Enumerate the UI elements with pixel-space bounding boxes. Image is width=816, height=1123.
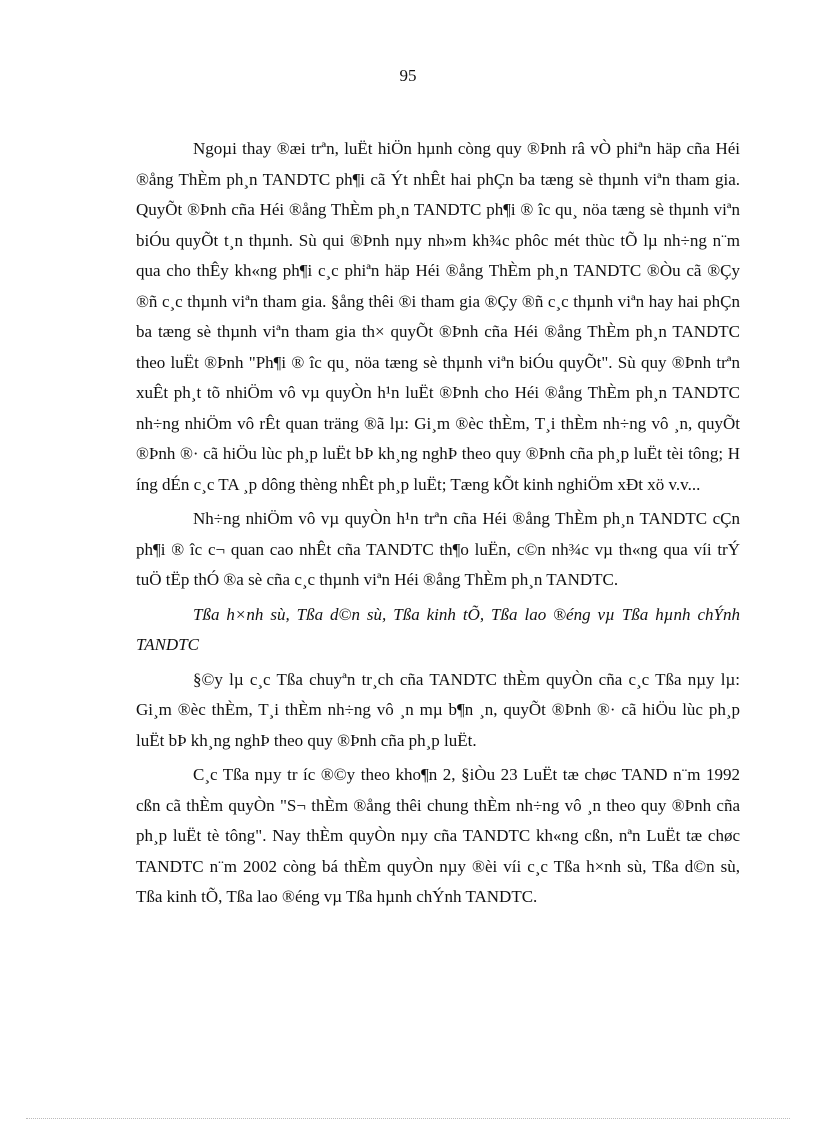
paragraph-2: Nh÷ng nhiÖm vô vµ quyÒn h¹n trªn cña Héi ®ång ThÈm ph¸n TANDTC cÇn ph¶i ® îc c¬ quan cao nhÊt cña TANDTC th¶o luËn, c©n nh¾c vµ th«ng qua víi trÝ tuÖ tËp thÓ ®a sè cña c¸c thµnh viªn Héi ®ång ThÈm ph¸n TANDTC. [136,509,740,589]
bottom-dotted-rule [26,1118,790,1119]
section-heading-italic: Tßa h×nh sù, Tßa d©n sù, Tßa kinh tÕ, Tßa lao ®éng vµ Tßa hµnh chÝnh TANDTC [136,604,740,654]
page-number: 95 [399,66,417,85]
body-text [136,134,740,913]
paragraph-1: Ngoµi thay ®æi trªn, luËt hiÖn hµnh còng quy ®Þnh râ vÒ phiªn häp cña Héi ®ång ThÈm ph¸n TANDTC ph¶i cã Ýt nhÊt hai phÇn ba tæng sè thµnh viªn tham gia. QuyÕt ®Þnh cña Héi ®ång ThÈm ph¸n TANDTC ph¶i ® îc qu¸ nöa tæng sè thµnh viªn biÓu quyÕt t¸n thµnh. Sù qui ®Þnh nµy nh»m kh¾c phôc mét thùc tÕ lµ nh÷ng n¨m qua cho thÊy kh«ng ph¶i c¸c phiªn häp Héi ®ång ThÈm ph¸n TANDTC ®Òu cã ®Çy ®ñ c¸c thµnh viªn tham gia. §ång thêi ®i tham gia ®Çy ®ñ c¸c thµnh viªn hay hai phÇn ba tæng sè thµnh viªn tham gia th× quyÕt ®Þnh cña Héi ®ång ThÈm ph¸n TANDTC theo luËt ®Þnh "Ph¶i ® îc qu¸ nöa tæng sè thµnh viªn biÓu quyÕt". Sù quy ®Þnh trªn xuÊt ph¸t tõ nhiÖm vô vµ quyÒn h¹n luËt ®Þnh cho Héi ®ång ThÈm ph¸n TANDTC nh÷ng nhiÖm vô rÊt quan träng ®ã lµ: Gi¸m ®èc thÈm, T¸i thÈm nh÷ng vô ¸n, quyÕt ®Þnh ®· cã hiÖu lùc ph¸p luËt bÞ kh¸ng nghÞ theo quy ®Þnh cña ph¸p luËt tèi tông; H íng dÉn c¸c TA ¸p dông thèng nhÊt ph¸p luËt; Tæng kÕt kinh nghiÖm xÐt xö v.v... [136,139,740,494]
paragraph-3: §©y lµ c¸c Tßa chuyªn tr¸ch cña TANDTC thÈm quyÒn cña c¸c Tßa nµy lµ: Gi¸m ®èc thÈm, T¸i thÈm nh÷ng vô ¸n mµ b¶n ¸n, quyÕt ®Þnh ®· cã hiÖu lùc ph¸p luËt bÞ kh¸ng nghÞ theo quy ®Þnh cña ph¸p luËt. [136,669,740,750]
paragraph-4: C¸c Tßa nµy tr íc ®©y theo kho¶n 2, §iÒu 23 LuËt tæ chøc TAND n¨m 1992 cßn cã thÈm quyÒn "S¬ thÈm ®ång thêi chung thÈm nh÷ng vô ¸n theo quy ®Þnh cña ph¸p luËt tè tông". Nay thÈm quyÒn nµy cña TANDTC kh«ng cßn, nªn LuËt tæ chøc TANDTC n¨m 2002 còng bá thÈm quyÒn nµy ®èi víi c¸c Tßa h×nh sù, Tßa d©n sù, Tßa kinh tÕ, Tßa lao ®éng vµ Tßa hµnh chÝnh TANDTC. [136,765,740,906]
